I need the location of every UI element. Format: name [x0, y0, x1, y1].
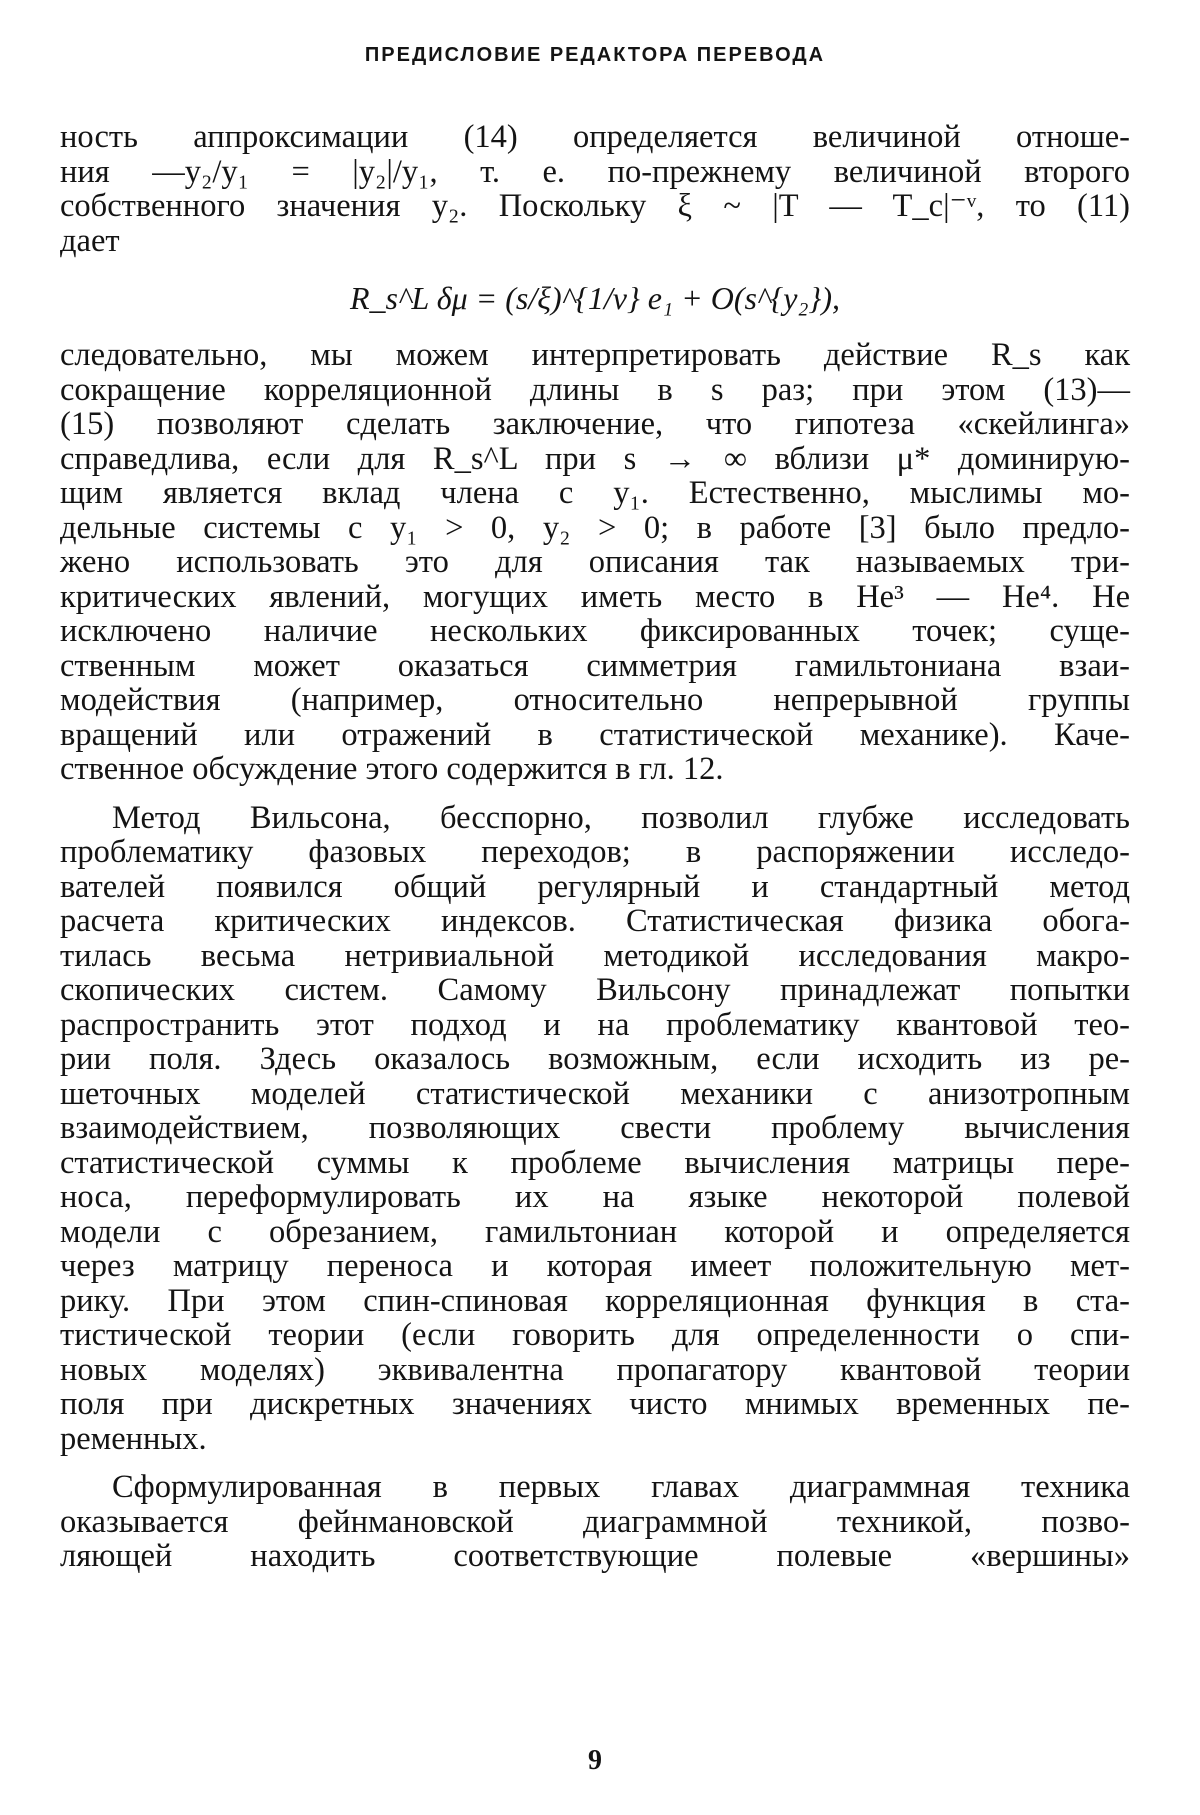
text-line: (15) позволяют сделать заключение, что гипотеза «скейлинга»	[60, 406, 1130, 442]
text-line: ственное обсуждение этого содержится в гл. 12.	[60, 751, 724, 787]
text-line: через матрицу переноса и которая имеет положительную мет-	[60, 1248, 1130, 1284]
text-line: модели с обрезанием, гамильтониан которой и определяется	[60, 1213, 1130, 1250]
text-line: исключено наличие нескольких фиксированных точек; суще-	[60, 613, 1130, 649]
text-line: сокращение корреляционной длины в s раз; при этом (13)—	[60, 371, 1130, 408]
text-line: Метод Вильсона, бесспорно, позволил глубже исследовать	[112, 799, 1130, 836]
text-line: щим является вклад члена с y₁. Естественно, мыслимы мо-	[60, 475, 1130, 511]
text-line: собственного значения y₂. Поскольку ξ ~ |T — T_c|⁻ᵛ, то (11)	[60, 188, 1130, 224]
text-line: статистической суммы к проблеме вычисления матрицы пере-	[60, 1144, 1130, 1181]
text-line: взаимодействием, позволяющих свести проблему вычисления	[60, 1110, 1130, 1146]
text-line: оказывается фейнмановской диаграммной техникой, позво-	[60, 1503, 1130, 1540]
text-line: ность аппроксимации (14) определяется величиной отноше-	[60, 119, 1130, 155]
text-line: поля при дискретных значениях чисто мнимых временных пе-	[60, 1386, 1130, 1422]
text-line: носа, переформулировать их на языке некоторой полевой	[60, 1179, 1130, 1215]
text-line: рику. При этом спин-спиновая корреляционная функция в ста-	[60, 1282, 1130, 1319]
text-line: новых моделях) эквивалентна пропагатору квантовой теории	[60, 1351, 1130, 1388]
book-page	[60, 0, 1130, 1815]
text-line: вращений или отражений в статистической механике). Каче-	[60, 716, 1130, 753]
text-line: ременных.	[60, 1420, 207, 1457]
text-line: расчета критических индексов. Статистическая физика обога-	[60, 903, 1130, 939]
text-line: Сформулированная в первых главах диаграммная техника	[112, 1469, 1130, 1505]
text-line: скопических систем. Самому Вильсону принадлежат попытки	[60, 972, 1130, 1008]
text-line: критических явлений, могущих иметь место в He³ — He⁴. Не	[60, 578, 1130, 615]
text-line: следовательно, мы можем интерпретировать действие R_s как	[60, 337, 1130, 373]
text-line: ственным может оказаться симметрия гамильтониана взаи-	[60, 647, 1130, 684]
text-line: ляющей находить соответствующие полевые «вершины»	[60, 1538, 1130, 1574]
text-line: шеточных моделей статистической механики с анизотропным	[60, 1075, 1130, 1112]
text-line: модействия (например, относительно непрерывной группы	[60, 682, 1130, 718]
text-line: вателей появился общий регулярный и стандартный метод	[60, 868, 1130, 905]
body-text	[60, 120, 1130, 1574]
page-number: 9	[588, 1745, 602, 1776]
text-line: проблематику фазовых переходов; в распоряжении исследо-	[60, 834, 1130, 870]
text-line: рии поля. Здесь оказалось возможным, если исходить из ре-	[60, 1041, 1130, 1077]
text-line: дает	[60, 222, 120, 259]
text-line: ния —y₂/y₁ = |y₂|/y₁, т. е. по-прежнему величиной второго	[60, 153, 1130, 190]
text-line: жено использовать это для описания так называемых три-	[60, 544, 1130, 580]
running-header: ПРЕДИСЛОВИЕ РЕДАКТОРА ПЕРЕВОДА	[364, 44, 826, 66]
text-line: тилась весьма нетривиальной методикой исследования макро-	[60, 937, 1130, 974]
text-line: распространить этот подход и на проблематику квантовой тео-	[60, 1006, 1130, 1043]
text-line: справедлива, если для R_s^L при s → ∞ вблизи μ* доминирую-	[60, 440, 1130, 477]
display-formula: R_s^L δμ = (s/ξ)^{1/ν} e₁ + O(s^{y₂}),	[349, 280, 840, 316]
text-line: тистической теории (если говорить для определенности о спи-	[60, 1317, 1130, 1353]
text-line: дельные системы с y₁ > 0, y₂ > 0; в работе [3] было предло-	[60, 509, 1130, 546]
